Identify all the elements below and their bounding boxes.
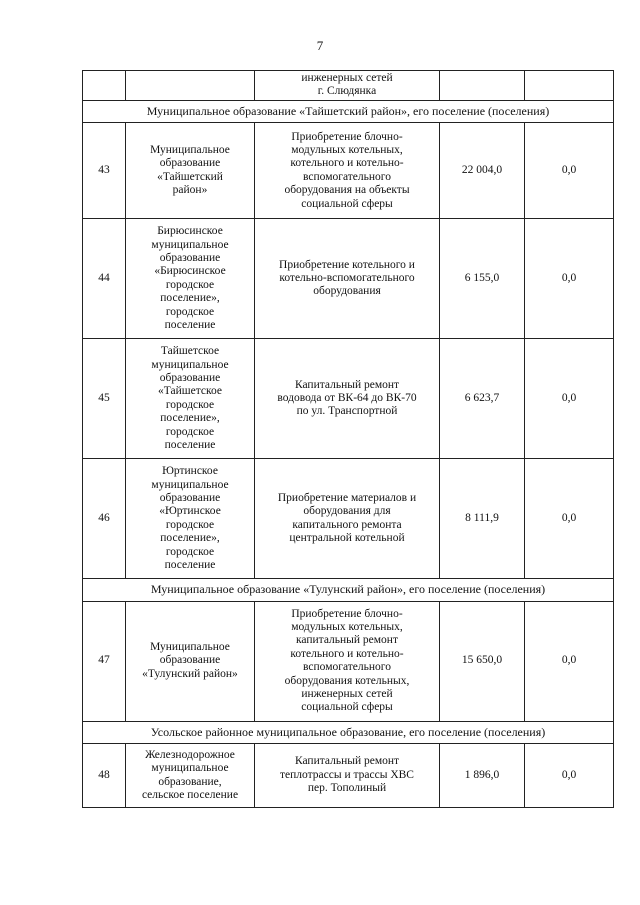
row-purpose: Приобретение материалов и оборудования для капитального ремонта центральной котельной	[255, 459, 440, 579]
table-row	[83, 744, 614, 808]
row-other: 0,0	[525, 459, 614, 579]
section-title: Муниципальное образование «Тайшетский район», его поселение (поселения)	[83, 100, 614, 122]
row-amount: 22 004,0	[440, 123, 525, 219]
row-entity: Муниципальное образование «Тайшетский район»	[126, 123, 255, 219]
table-row	[83, 123, 614, 219]
row-number: 47	[83, 601, 126, 721]
cell-purpose: инженерных сетей г. Слюдянка	[255, 71, 440, 101]
row-entity: Юртинское муниципальное образование «Юртинское городское поселение», городское поселение	[126, 459, 255, 579]
section-title: Усольское районное муниципальное образование, его поселение (поселения)	[83, 721, 614, 743]
row-amount: 8 111,9	[440, 459, 525, 579]
row-number: 46	[83, 459, 126, 579]
row-number: 43	[83, 123, 126, 219]
table-row	[83, 601, 614, 721]
row-purpose: Приобретение блочно- модульных котельных, капитальный ремонт котельного и котельно- вспомогательного оборудования котельных, инженерных сетей социальной сферы	[255, 601, 440, 721]
section-header	[83, 721, 614, 743]
row-entity: Бирюсинское муниципальное образование «Бирюсинское городское поселение», городское поселение	[126, 219, 255, 339]
row-number: 44	[83, 219, 126, 339]
funding-table	[82, 70, 614, 808]
section-title: Муниципальное образование «Тулунский район», его поселение (поселения)	[83, 579, 614, 601]
row-other: 0,0	[525, 339, 614, 459]
table-row	[83, 219, 614, 339]
row-entity: Тайшетское муниципальное образование «Тайшетское городское поселение», городское поселение	[126, 339, 255, 459]
row-amount: 6 623,7	[440, 339, 525, 459]
row-amount: 15 650,0	[440, 601, 525, 721]
cell-num	[83, 71, 126, 101]
table-row	[83, 459, 614, 579]
row-amount: 1 896,0	[440, 744, 525, 808]
row-amount: 6 155,0	[440, 219, 525, 339]
row-purpose: Капитальный ремонт теплотрассы и трассы ХВС пер. Тополиный	[255, 744, 440, 808]
section-header	[83, 579, 614, 601]
cell-amount	[440, 71, 525, 101]
row-other: 0,0	[525, 601, 614, 721]
cell-other	[525, 71, 614, 101]
table-row	[83, 339, 614, 459]
continuation-row	[83, 71, 614, 101]
row-purpose: Приобретение блочно- модульных котельных, котельного и котельно- вспомогательного оборудования на объекты социальной сферы	[255, 123, 440, 219]
row-entity: Муниципальное образование «Тулунский район»	[126, 601, 255, 721]
row-purpose: Капитальный ремонт водовода от ВК-64 до ВК-70 по ул. Транспортной	[255, 339, 440, 459]
cell-entity	[126, 71, 255, 101]
row-entity: Железнодорожное муниципальное образование, сельское поселение	[126, 744, 255, 808]
row-other: 0,0	[525, 219, 614, 339]
page-number: 7	[316, 38, 324, 53]
row-other: 0,0	[525, 744, 614, 808]
row-number: 45	[83, 339, 126, 459]
row-number: 48	[83, 744, 126, 808]
row-purpose: Приобретение котельного и котельно-вспомогательного оборудования	[255, 219, 440, 339]
section-header	[83, 100, 614, 122]
row-other: 0,0	[525, 123, 614, 219]
